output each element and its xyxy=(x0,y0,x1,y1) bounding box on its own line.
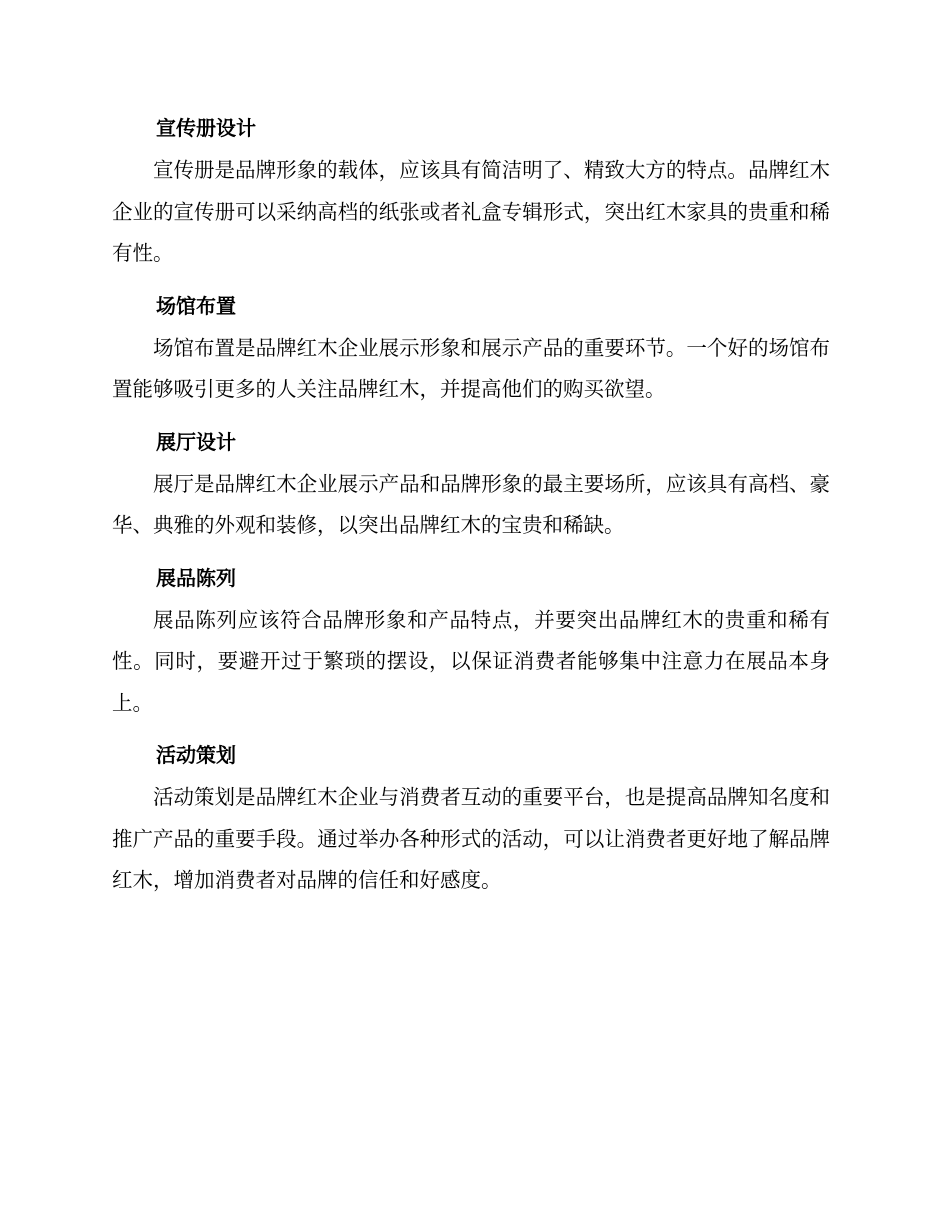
section-exhibit-display xyxy=(112,556,830,725)
section-heading: 活动策划 xyxy=(156,743,236,767)
section-showroom-design xyxy=(112,420,830,547)
section-heading: 场馆布置 xyxy=(156,293,236,318)
section-paragraph: 活动策划是品牌红木企业与消费者互动的重要平台，也是提高品牌知名度和推广产品的重要手段。通过举办各种形式的活动，可以让消费者更好地了解品牌红木，增加消费者对品牌的信任和好感度。 xyxy=(112,785,830,892)
section-paragraph: 宣传册是品牌形象的载体，应该具有简洁明了、精致大方的特点。品牌红木企业的宣传册可以采纳高档的纸张或者礼盒专辑形式，突出红木家具的贵重和稀有性。 xyxy=(112,158,830,265)
section-paragraph: 场馆布置是品牌红木企业展示形象和展示产品的重要环节。一个好的场馆布置能够吸引更多的人关注品牌红木，并提高他们的购买欲望。 xyxy=(112,335,830,401)
section-brochure-design xyxy=(112,106,830,275)
section-paragraph: 展厅是品牌红木企业展示产品和品牌形象的最主要场所，应该具有高档、豪华、典雅的外观和装修，以突出品牌红木的宝贵和稀缺。 xyxy=(112,471,830,537)
section-event-planning xyxy=(112,733,830,902)
document-page xyxy=(112,106,830,911)
section-heading: 展品陈列 xyxy=(156,565,236,590)
section-heading: 宣传册设计 xyxy=(156,116,256,140)
section-paragraph: 展品陈列应该符合品牌形象和产品特点，并要突出品牌红木的贵重和稀有性。同时，要避开过于繁琐的摆设，以保证消费者能够集中注意力在展品本身上。 xyxy=(112,607,830,715)
section-venue-layout xyxy=(112,284,830,411)
section-heading: 展厅设计 xyxy=(156,429,236,454)
